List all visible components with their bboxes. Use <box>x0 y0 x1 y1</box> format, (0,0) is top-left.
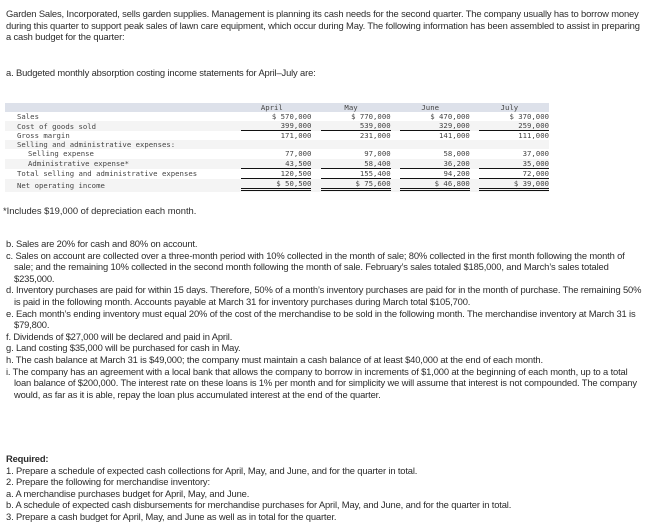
header-july: July <box>470 103 549 112</box>
required-section <box>6 453 646 523</box>
assumption-c: c. Sales on account are collected over a three-month period with 10% collected in the month of sale; 80% collected in the first month following the month of sale; and the remaining 10% collected in the second month following the month of sale. February’s sales totaled $185,000, and March’s sales totaled $235,000. <box>6 249 625 284</box>
assumption-g: g. Land costing $35,000 will be purchased for cash in May. <box>6 342 241 354</box>
table-row-selling-expense <box>5 149 549 158</box>
assumptions-list <box>6 238 646 400</box>
assumption-h: h. The cash balance at March 31 is $49,000; the company must maintain a cash balance of at least $40,000 at the end of each month. <box>6 353 543 365</box>
header-blank <box>5 103 232 112</box>
cell-value: 120,500 <box>241 169 311 179</box>
row-label: Sales <box>17 112 39 122</box>
cell-value: 329,000 <box>400 121 470 131</box>
row-label: Selling expense <box>28 149 94 159</box>
cell-value: 37,000 <box>522 149 549 159</box>
income-statement-table <box>5 103 549 192</box>
table-row-sales <box>5 112 549 121</box>
cell-value: 155,400 <box>321 169 391 179</box>
cell-value: 77,000 <box>285 149 312 159</box>
table-row-net-operating-income <box>5 179 549 192</box>
required-item-2a: a. A merchandise purchases budget for April, May, and June. <box>6 487 250 499</box>
required-item-1: 1. Prepare a schedule of expected cash collections for April, May, and June, and for the quarter in total. <box>6 464 418 476</box>
table-row-sga-heading <box>5 140 549 149</box>
assumption-b: b. Sales are 20% for cash and 80% on account. <box>6 238 198 249</box>
depreciation-footnote: *Includes $19,000 of depreciation each month. <box>3 205 197 216</box>
assumption-f: f. Dividends of $27,000 will be declared and paid in April. <box>6 330 233 342</box>
header-june: June <box>391 103 470 112</box>
table-row-gross-margin <box>5 131 549 140</box>
cell-value: $ 370,000 <box>509 112 549 122</box>
cell-value: $ 39,000 <box>479 179 549 191</box>
required-item-3: 3. Prepare a cash budget for April, May, and June as well as in total for the quarter. <box>6 510 337 522</box>
cell-value: 171,000 <box>280 131 312 141</box>
cell-value: 399,000 <box>241 121 311 131</box>
row-label: Total selling and administrative expenses <box>17 169 198 179</box>
row-label: Gross margin <box>17 131 70 141</box>
assumption-d: d. Inventory purchases are paid for within 15 days. Therefore, 50% of a month’s inventory purchases are paid for in the month of purchase. The remaining 50% is paid in the following month. Accounts payable at March 31 for inventory purchases during March total $105,700. <box>6 284 642 307</box>
cell-value: 231,000 <box>359 131 391 141</box>
row-label: Selling and administrative expenses: <box>5 140 232 149</box>
cell-value: $ 570,000 <box>271 112 312 122</box>
cell-value: 36,200 <box>400 159 470 169</box>
header-may: May <box>311 103 390 112</box>
assumption-i: i. The company has an agreement with a local bank that allows the company to borrow in increments of $1,000 at the beginning of each month, up to a total loan balance of $200,000. The interest rate on these loans is 1% per month and for simplicity we will assume that interest is not compounded. The company would, as far as it is able, repay the loan plus accumulated interest at the end of the quarter. <box>6 365 637 400</box>
header-april: April <box>232 103 311 112</box>
cell-value: 259,000 <box>479 121 549 131</box>
table-row-cogs <box>5 121 549 131</box>
row-label: Net operating income <box>5 179 232 192</box>
cell-value: 539,000 <box>321 121 391 131</box>
cell-value: 111,000 <box>518 131 549 141</box>
cell-value: 94,200 <box>400 169 470 179</box>
table-row-admin-expense <box>5 159 549 169</box>
cell-value: 72,000 <box>479 169 549 179</box>
cell-value: 141,000 <box>439 131 470 141</box>
cell-value: 58,000 <box>443 149 470 159</box>
cell-value: 35,000 <box>479 159 549 169</box>
intro-paragraph: Garden Sales, Incorporated, sells garden supplies. Management is planning its cash needs for the second quarter. The company usually has to borrow money during this quarter to support peak sales of lawn care equipment, which occur during May. The following information has been assembled to assist in preparing a cash budget for the quarter: <box>6 8 640 43</box>
required-item-2b: b. A schedule of expected cash disbursements for merchandise purchases for April, May, and June, and for the quarter in total. <box>6 499 512 511</box>
cell-value: 43,500 <box>241 159 311 169</box>
cell-value: $ 46,800 <box>400 179 470 191</box>
required-heading: Required: <box>6 453 49 464</box>
row-label: Cost of goods sold <box>5 121 232 131</box>
cell-value: $ 470,000 <box>430 112 470 122</box>
table-header-row <box>5 103 549 112</box>
assumption-e: e. Each month’s ending inventory must equal 20% of the cost of the merchandise to be sold in the following month. The merchandise inventory at March 31 is $79,800. <box>6 307 636 331</box>
cell-value: $ 770,000 <box>351 112 391 122</box>
table-row-total-sga <box>5 169 549 179</box>
cell-value: 58,400 <box>321 159 391 169</box>
cell-value: $ 75,600 <box>321 179 391 191</box>
cell-value: 97,000 <box>364 149 391 159</box>
cell-value: $ 50,500 <box>241 179 311 191</box>
part-a-heading: a. Budgeted monthly absorption costing income statements for April–July are: <box>6 67 316 78</box>
row-label: Administrative expense* <box>5 159 232 169</box>
required-item-2: 2. Prepare the following for merchandise inventory: <box>6 476 210 488</box>
